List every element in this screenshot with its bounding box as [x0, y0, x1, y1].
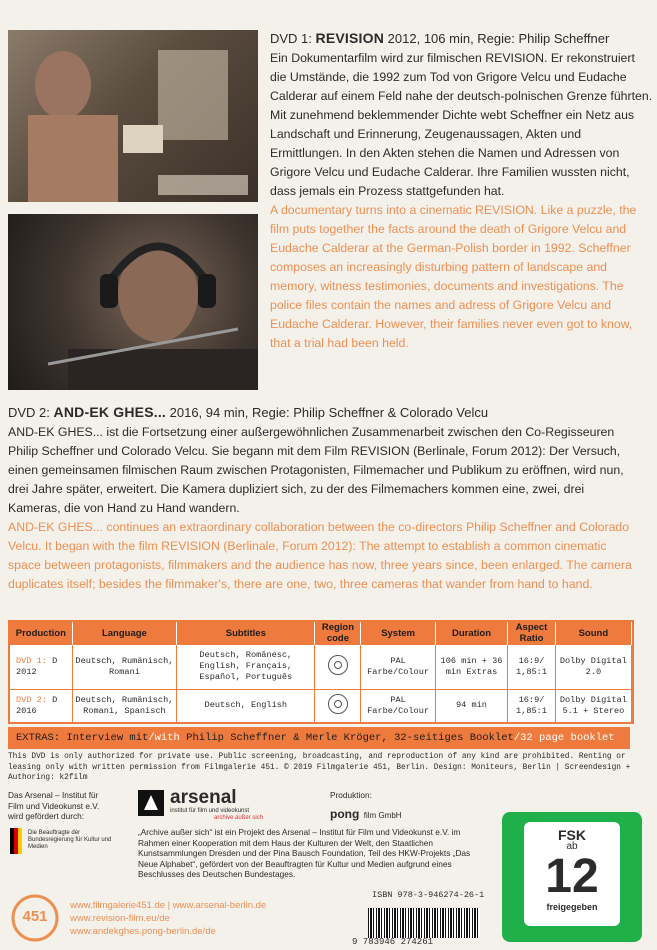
fsk-age: 12: [545, 850, 599, 903]
cell-system: PAL Farbe/Colour: [361, 645, 435, 690]
federal-eagle-icon: [10, 828, 28, 854]
cell-production: [10, 689, 72, 722]
website-links: [70, 899, 266, 938]
project-description: „Archive außer sich“ ist ein Projekt des Arsenal – Institut für Film und Videokunst e.V. im Rahmen einer Kooperation mit dem Haus der Kulturen der Welt, den Staatlichen Kunstsammlungen Dresden und der Pina Bausch Foundation, Teil des HKW-Projekts „Das Neue Alphabet“, gefördert von der Beauftragten für Kultur und Medien aufgrund eines Beschlusses des Deutschen Bundestages.: [138, 827, 471, 879]
dvd1-description-en: A documentary turns into a cinematic REVISION. Like a puzzle, the film puts together the facts around the death of Grigore Velcu and Eudache Calderar at the German-Polish border in 1992. Scheffner composes an increasingly disturbing pattern of landscape and memory, witness testimonies, documents and investigations. The police files contain the names and adress of Grigore Velcu and Eudache Calderar. However, their families never even got to know, that a trial had been held.: [270, 203, 637, 350]
production-label: Produktion:: [330, 790, 372, 800]
extras-bar: [8, 727, 630, 749]
dvd2-description-de: AND-EK GHES... ist die Fortsetzung einer außergewöhnlichen Zusammenarbeit zwischen den Co-Regisseuren Philip Scheffner und Colorado Velcu. Sie begann mit dem Film REVISION (Berlinale, Forum 2012): Der Versuch, einen gemeinsamen filmischen Raum zwischen Protagonisten, Filmemacher und Publikum zu eröffnen, wird nun, drei Jahre später, erweitert. Die Kamera dupliziert sich, zu der des Filmemachers kommen eine, zwei, drei Kameras, die von Hand zu Hand wandern.: [8, 425, 624, 515]
cell-region-code: [315, 645, 361, 690]
cell-production: [10, 645, 72, 690]
isbn-number: ISBN 978-3-946274-26-1: [372, 890, 485, 900]
fsk-freigegeben: freigegeben: [546, 902, 598, 912]
still-photo-man-with-headphones: [8, 214, 258, 390]
arsenal-subtitle: institut für film und videokunst: [170, 808, 250, 814]
dvd-label: DVD 2:: [16, 694, 47, 705]
funding-text: [8, 790, 128, 822]
dvd2-section: [8, 402, 640, 594]
dvd1-meta: 2012, 106 min, Regie: Philip Scheffner: [387, 31, 610, 46]
extras-en-booklet: /32 page booklet: [513, 732, 615, 744]
funding-line: Film und Videokunst e.V.: [8, 800, 100, 811]
dvd2-label: DVD 2:: [8, 405, 50, 420]
filmgalerie-451-logo: [10, 893, 60, 943]
table-header-row: [10, 622, 632, 645]
photo-placeholder-icon: [8, 30, 258, 202]
dvd1-heading: [270, 28, 654, 49]
dvd1-section: [270, 28, 654, 353]
dvd1-title: REVISION: [315, 30, 385, 46]
header-duration: Duration: [435, 622, 508, 645]
extras-de-start: EXTRAS: Interview mit: [16, 732, 149, 744]
cell-sound: Dolby Digital 2.0: [555, 645, 631, 690]
pong-wordmark: pong: [330, 807, 360, 821]
extras-en-with: /with: [148, 732, 180, 744]
bkm-logo: [10, 828, 120, 856]
cell-aspect-ratio: 16:9/ 1,85:1: [508, 645, 556, 690]
header-aspect-ratio: Aspect Ratio: [508, 622, 556, 645]
cell-language: Deutsch, Rumänisch, Romani: [72, 645, 177, 690]
451-text: 451: [22, 908, 48, 925]
fsk-rating-badge: [502, 812, 642, 942]
photo-placeholder-icon: [8, 214, 258, 390]
link-revision-film[interactable]: www.revision-film.eu/de: [70, 913, 170, 924]
spec-table: [8, 620, 634, 724]
cell-aspect-ratio: 16:9/ 1,85:1: [508, 689, 556, 722]
cell-system: PAL Farbe/Colour: [361, 689, 435, 722]
region-free-disc-icon: [328, 655, 348, 675]
fsk-ab: ab: [566, 841, 578, 852]
dvd1-label: DVD 1:: [270, 31, 312, 46]
header-system: System: [361, 622, 435, 645]
extras-de-end: Philip Scheffner & Merle Kröger, 32-seitiges Booklet: [179, 732, 514, 744]
dvd2-heading: [8, 402, 640, 423]
bkm-text: Die Beauftragte der Bundesregierung für Kultur und Medien: [28, 830, 112, 850]
header-sound: Sound: [555, 622, 631, 645]
pong-logo: [330, 805, 402, 823]
header-subtitles: Subtitles: [177, 622, 315, 645]
header-production: Production: [10, 622, 72, 645]
dvd2-title: AND-EK GHES...: [53, 404, 167, 420]
dvd2-meta: 2016, 94 min, Regie: Philip Scheffner & Colorado Velcu: [169, 405, 489, 420]
link-filmgalerie-arsenal[interactable]: www.filmgalerie451.de | www.arsenal-berlin.de: [70, 900, 267, 911]
cell-region-code: [315, 689, 361, 722]
production-year: D 2012: [16, 655, 58, 677]
pong-subtitle: film GmbH: [363, 811, 402, 820]
legal-notice: This DVD is only authorized for private use. Public screening, broadcasting, and reproduction of any kind are prohibited. Renting or leasing only with written permission from Filmgalerie 451. © 2019 Filmgalerie 451, Berlin. Design: Moniteurs, Berlin | Screendesign + Authoring: k2film: [8, 753, 631, 782]
cell-sound: Dolby Digital 5.1 + Stereo: [555, 689, 631, 722]
barcode-icon: [368, 908, 480, 938]
cell-subtitles: Deutsch, English: [177, 689, 315, 722]
fsk-badge-inner: [524, 822, 620, 926]
link-andekghes[interactable]: www.andekghes.pong-berlin.de/de: [70, 926, 216, 937]
barcode-number: 9 783946 274261: [352, 937, 434, 947]
table-row: [10, 645, 632, 690]
dvd2-description-en: AND-EK GHES... continues an extraordinary collaboration between the co-directors Philip Scheffner and Colorado Velcu. It began with the film REVISION (Berlinale, Forum 2012): The attempt to establish a common cinematic space between protagonists, filmmakers and the audience has now, three years since, been enlarged. The camera duplicates itself; besides the filmmaker's, there are one, two, three cameras that wander from hand to hand.: [8, 520, 632, 591]
cell-duration: 94 min: [435, 689, 508, 722]
cell-subtitles: Deutsch, Romănesc, English, Français, Español, Português: [177, 645, 315, 690]
funding-line: Das Arsenal – Institut für: [8, 790, 99, 800]
cell-duration: 106 min + 36 min Extras: [435, 645, 508, 690]
still-photo-man-with-photographs: [8, 30, 258, 202]
header-region-code: Region code: [315, 622, 361, 645]
header-language: Language: [72, 622, 177, 645]
table-row: [10, 689, 632, 722]
production-year: D 2016: [16, 694, 58, 716]
dvd-label: DVD 1:: [16, 655, 47, 666]
region-free-disc-icon: [328, 694, 348, 714]
funding-line: wird gefördert durch:: [8, 811, 85, 821]
cell-language: Deutsch, Rumänisch, Romani, Spanisch: [72, 689, 177, 722]
fsk-label: FSK: [558, 827, 586, 843]
arsenal-mark-icon: [138, 790, 164, 816]
arsenal-wordmark: arsenal: [170, 787, 237, 808]
arsenal-archive-tag: archive außer sich: [214, 815, 264, 821]
dvd1-description-de: Ein Dokumentarfilm wird zur filmischen REVISION. Er rekonstruiert die Umstände, die 1992 zum Tod von Grigore Velcu und Eudache Calderar auf einem Feld nahe der deutsch-polnischen Grenze führten. Mit zunehmend beklemmender Dichte webt Scheffner ein Netz aus Landschaft und Erinnerung, Zeugenaussagen, Akten und Ermittlungen. In den Akten stehen die Namen und Adressen von Grigore Velcu und Eudache Calderar. Ihre Familien wussten nicht, dass jemals ein Prozess stattgefunden hat.: [270, 51, 653, 198]
